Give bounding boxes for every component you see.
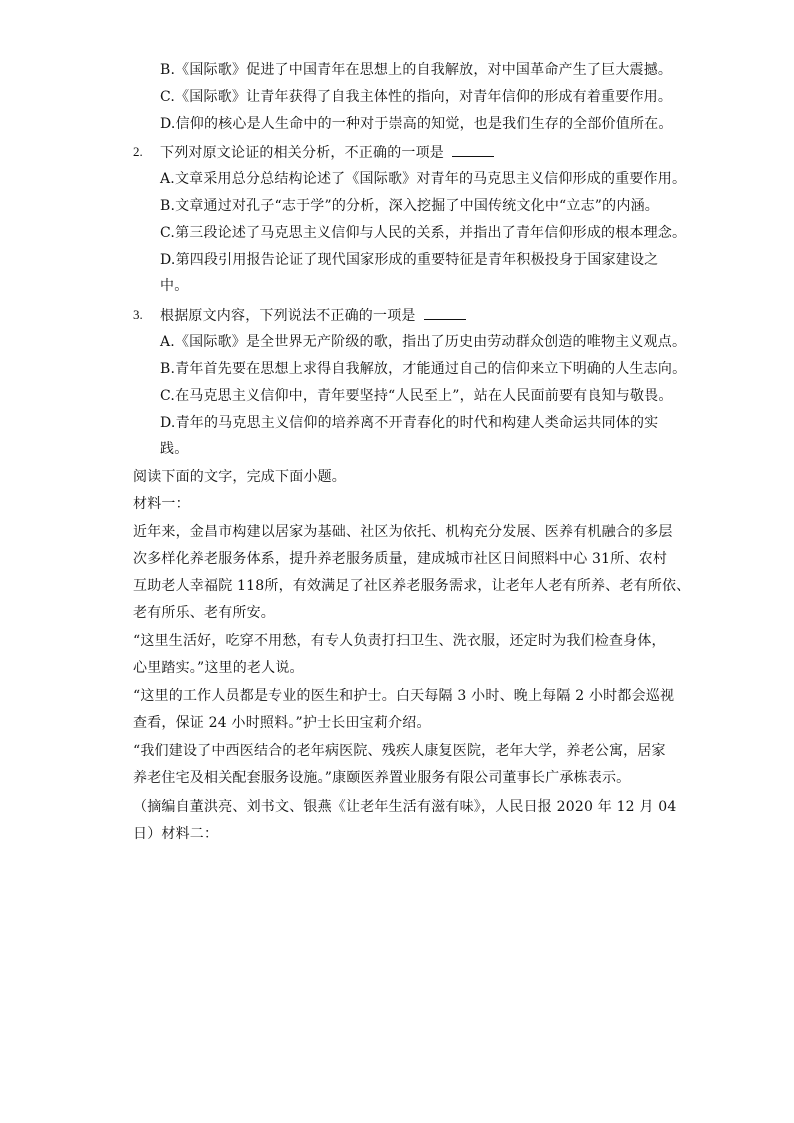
q2-option-a: A.文章采用总分总结构论述了《国际歌》对青年的马克思主义信仰形成的重要作用。 xyxy=(160,171,687,187)
q3-option-c: C.在马克思主义信仰中，青年要坚持“人民至上”，站在人民面前要有良知与敬畏。 xyxy=(160,388,673,404)
q2-number: 2. xyxy=(133,144,143,159)
q1-option-b: B.《国际歌》促进了中国青年在思想上的自我解放，对中国革命产生了巨大震撼。 xyxy=(160,62,673,78)
source-citation-line: （摘编自董洪亮、刘书文、银燕《让老年生活有滋有味》，人民日报 2020 年 12 月 04 xyxy=(133,799,677,815)
q2-option-d: D.第四段引用报告论证了现代国家形成的重要特征是青年积极投身于国家建设之 xyxy=(160,252,659,268)
material1-line: 互助老人幸福院 118所，有效满足了社区养老服务需求，让老年人老有所养、老有所依、 xyxy=(133,578,691,594)
q3-option-d: D.青年的马克思主义信仰的培养离不开青春化的时代和构建人类命运共同体的实 xyxy=(160,415,659,431)
q2-option-c: C.第三段论述了马克思主义信仰与人民的关系，并指出了青年信仰形成的根本理念。 xyxy=(160,225,687,241)
q2-option-b: B.文章通过对孔子“志于学”的分析，深入挖掘了中国传统文化中“立志”的内涵。 xyxy=(160,198,659,214)
q3-stem: 根据原文内容，下列说法不正确的一项是 xyxy=(160,308,416,324)
material1-line: 次多样化养老服务体系，提升养老服务质量，建成城市社区日间照料中心 31所、农村 xyxy=(133,551,668,567)
q3-option-a: A.《国际歌》是全世界无产阶级的歌，指出了历史由劳动群众创造的唯物主义观点。 xyxy=(160,334,687,350)
q3-option-d-cont: 践。 xyxy=(160,441,189,457)
reading-instruction: 阅读下面的文字，完成下面小题。 xyxy=(133,469,346,485)
quote2-line: 查看，保证 24 小时照料。”护士长田宝莉介绍。 xyxy=(133,715,431,731)
q2-stem: 下列对原文论证的相关分析，不正确的一项是 xyxy=(160,145,444,161)
quote1-line: “这里生活好，吃穿不用愁，有专人负责打扫卫生、洗衣服，还定时为我们检查身体， xyxy=(133,633,666,649)
material1-line: 近年来，金昌市构建以居家为基础、社区为依托、机构充分发展、医养有机融合的多层 xyxy=(133,524,673,540)
q2-stem-line xyxy=(160,142,494,163)
q2-option-d-cont: 中。 xyxy=(160,278,189,294)
q3-number: 3. xyxy=(133,307,143,322)
q3-option-b: B.青年首先要在思想上求得自我解放，才能通过自己的信仰来立下明确的人生志向。 xyxy=(160,361,687,377)
quote3-line: 养老住宅及相关配套服务设施。”康颐医养置业服务有限公司董事长广承栋表示。 xyxy=(133,770,631,786)
material1-label: 材料一： xyxy=(133,496,190,512)
quote3-line: “我们建设了中西医结合的老年病医院、残疾人康复医院，老年大学，养老公寓，居家 xyxy=(133,743,666,759)
q1-option-c: C.《国际歌》让青年获得了自我主体性的指向，对青年信仰的形成有着重要作用。 xyxy=(160,89,673,105)
q3-stem-line xyxy=(160,305,466,326)
material1-line: 老有所乐、老有所安。 xyxy=(133,605,275,621)
q3-answer-blank[interactable] xyxy=(424,305,466,320)
source-citation-line: 日）材料二： xyxy=(133,826,219,842)
quote1-line: 心里踏实。”这里的老人说。 xyxy=(133,660,304,676)
quote2-line: “这里的工作人员都是专业的医生和护士。白天每隔 3 小时、晚上每隔 2 小时都会巡视 xyxy=(133,688,675,704)
q1-option-d: D.信仰的核心是人生命中的一种对于崇高的知觉，也是我们生存的全部价值所在。 xyxy=(160,116,673,132)
q2-answer-blank[interactable] xyxy=(452,142,494,157)
